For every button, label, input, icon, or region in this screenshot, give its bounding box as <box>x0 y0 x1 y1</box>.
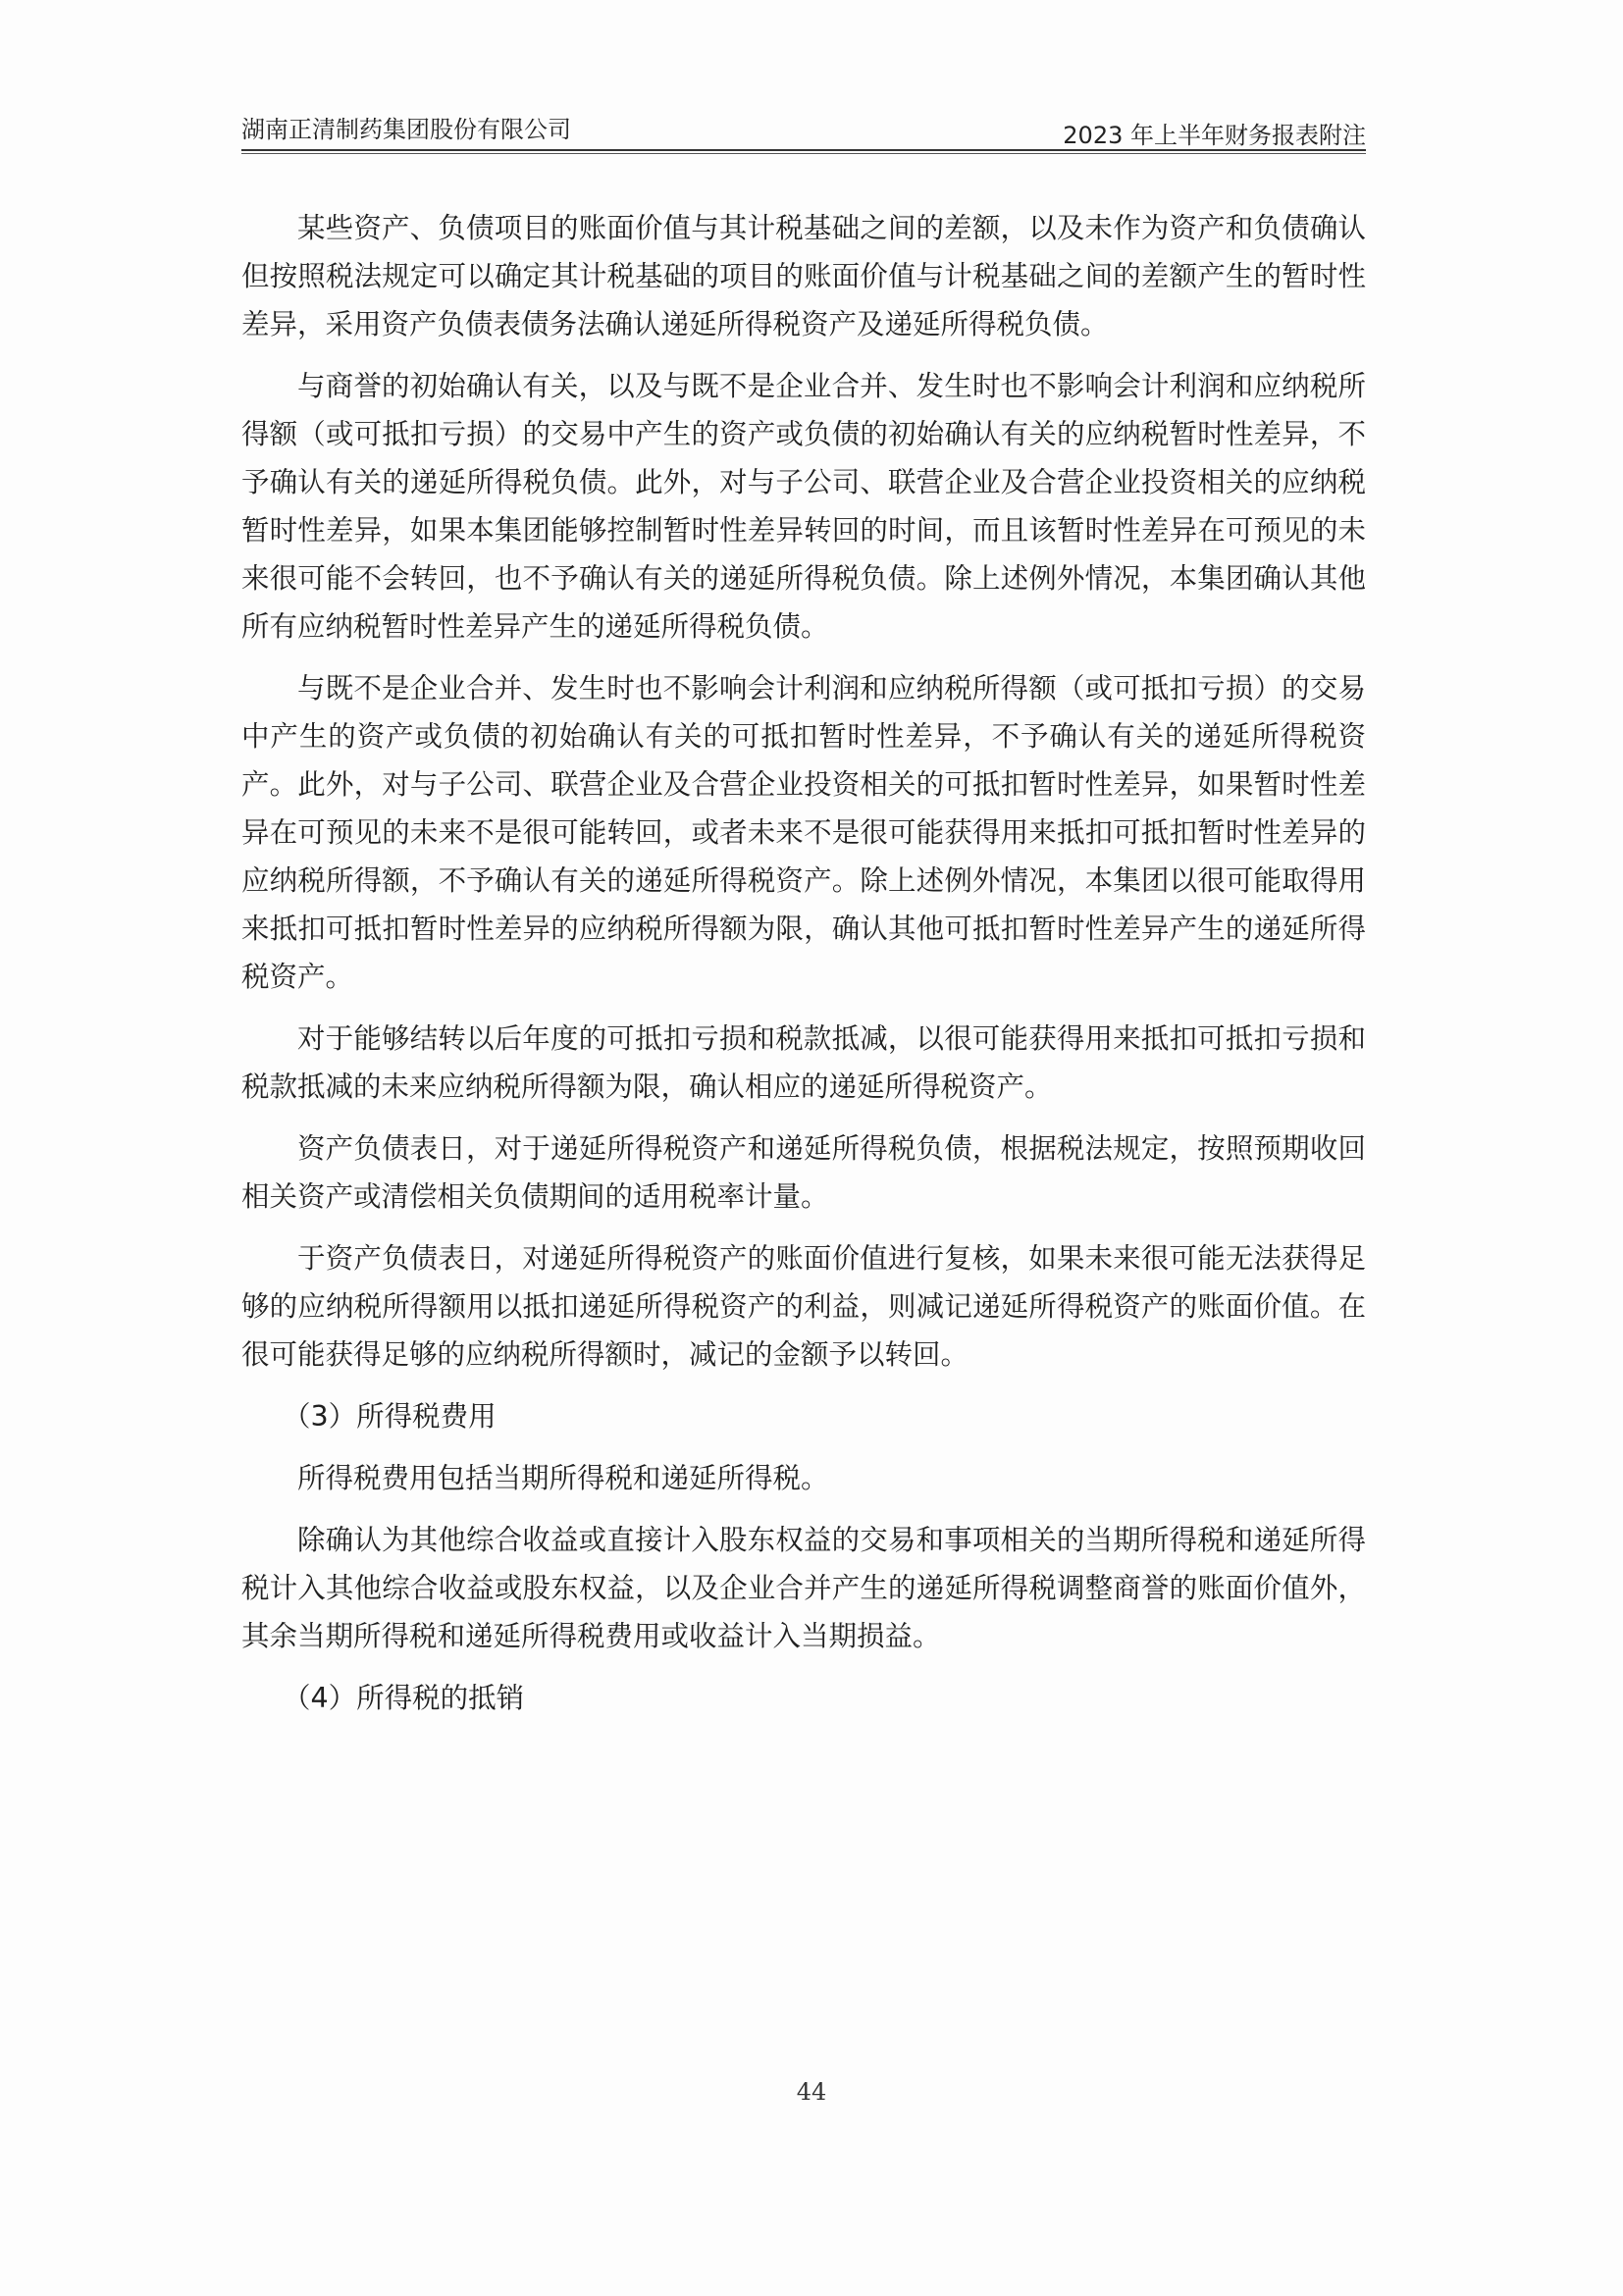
report-title: 2023 年上半年财务报表附注 <box>1063 122 1366 149</box>
paragraph: 与既不是企业合并、发生时也不影响会计利润和应纳税所得额（或可抵扣亏损）的交易中产生的资产或负债的初始确认有关的可抵扣暂时性差异，不予确认有关的递延所得税资产。此外，对与子公司、联营企业及合营企业投资相关的可抵扣暂时性差异，如果暂时性差异在可预见的未来不是很可能转回，或者未来不是很可能获得用来抵扣可抵扣暂时性差异的应纳税所得额，不予确认有关的递延所得税资产。除上述例外情况，本集团以很可能取得用来抵扣可抵扣暂时性差异的应纳税所得额为限，确认其他可抵扣暂时性差异产生的递延所得税资产。 <box>241 672 1366 993</box>
paragraph: 与商誉的初始确认有关，以及与既不是企业合并、发生时也不影响会计利润和应纳税所得额（或可抵扣亏损）的交易中产生的资产或负债的初始确认有关的应纳税暂时性差异，不予确认有关的递延所得税负债。此外，对与子公司、联营企业及合营企业投资相关的应纳税暂时性差异，如果本集团能够控制暂时性差异转回的时间，而且该暂时性差异在可预见的未来很可能不会转回，也不予确认有关的递延所得税负债。除上述例外情况，本集团确认其他所有应纳税暂时性差异产生的递延所得税负债。 <box>241 370 1366 643</box>
body-text <box>241 204 1366 1736</box>
company-name: 湖南正清制药集团股份有限公司 <box>241 116 571 143</box>
page-header <box>241 110 1366 149</box>
paragraph: 于资产负债表日，对递延所得税资产的账面价值进行复核，如果未来很可能无法获得足够的应纳税所得额用以抵扣递延所得税资产的利益，则减记递延所得税资产的账面价值。在很可能获得足够的应纳税所得额时，减记的金额予以转回。 <box>241 1242 1366 1371</box>
header-divider-thin <box>241 153 1366 154</box>
page-number: 44 <box>796 2078 827 2106</box>
paragraph: 某些资产、负债项目的账面价值与其计税基础之间的差额，以及未作为资产和负债确认但按照税法规定可以确定其计税基础的项目的账面价值与计税基础之间的差额产生的暂时性差异，采用资产负债表债务法确认递延所得税资产及递延所得税负债。 <box>241 212 1366 340</box>
paragraph: 所得税费用包括当期所得税和递延所得税。 <box>297 1462 829 1494</box>
paragraph: 对于能够结转以后年度的可抵扣亏损和税款抵减，以很可能获得用来抵扣可抵扣亏损和税款抵减的未来应纳税所得额为限，确认相应的递延所得税资产。 <box>241 1022 1366 1103</box>
header-divider <box>241 149 1366 151</box>
section-heading-4: （4）所得税的抵销 <box>283 1682 525 1714</box>
section-heading-3: （3）所得税费用 <box>283 1400 497 1433</box>
paragraph: 除确认为其他综合收益或直接计入股东权益的交易和事项相关的当期所得税和递延所得税计入其他综合收益或股东权益，以及企业合并产生的递延所得税调整商誉的账面价值外，其余当期所得税和递延所得税费用或收益计入当期损益。 <box>241 1524 1366 1652</box>
paragraph: 资产负债表日，对于递延所得税资产和递延所得税负债，根据税法规定，按照预期收回相关资产或清偿相关负债期间的适用税率计量。 <box>241 1132 1366 1213</box>
